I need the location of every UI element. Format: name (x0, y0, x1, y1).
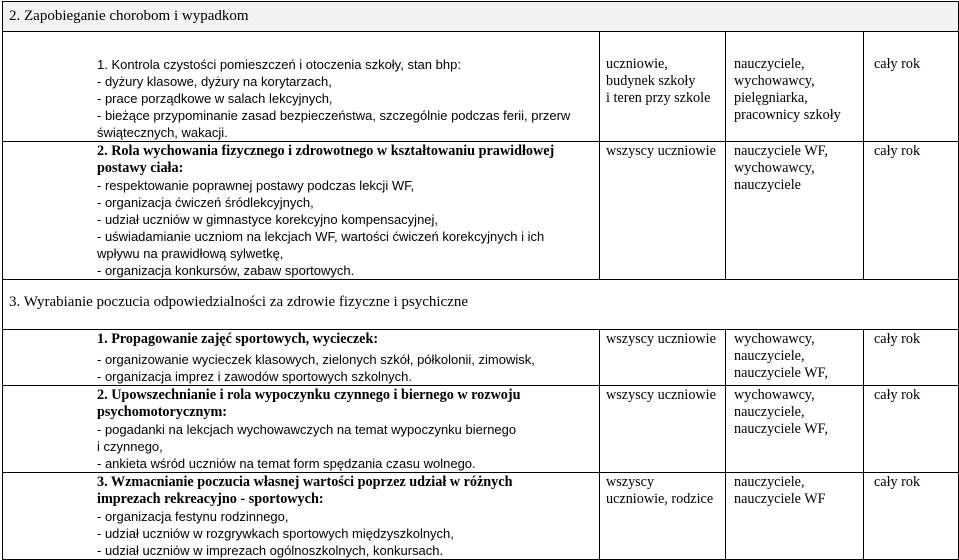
table-row (3, 32, 959, 142)
responsible-line: nauczyciele, (734, 404, 805, 420)
table-row (3, 386, 959, 473)
participants-cell (600, 386, 726, 473)
deadline-value: cały rok (874, 387, 921, 403)
deadline-cell (864, 330, 959, 386)
task-item: - organizowanie wycieczek klasowych, zielonych szkół, półkolonii, zimowisk, (97, 352, 535, 367)
task-item: - organizacja ćwiczeń śródlekcyjnych, (97, 195, 314, 210)
responsible-cell (726, 330, 864, 386)
participants-line: uczniowie, rodzice (606, 491, 714, 507)
participants-cell (600, 473, 726, 560)
section-3-title: 3. Wyrabianie poczucia odpowiedzialności za zdrowie fizyczne i psychiczne (3, 280, 959, 330)
task-cell (3, 473, 600, 560)
responsible-cell (726, 32, 864, 142)
task-item: - ankieta wśród uczniów na temat form spędzania czasu wolnego. (97, 456, 476, 471)
task-item: - dyżury klasowe, dyżury na korytarzach, (97, 74, 332, 89)
participants-line: wszyscy uczniowie (606, 143, 716, 159)
task-heading: 2. Rola wychowania fizycznego i zdrowotnego w kształtowaniu prawidłowej (97, 143, 555, 159)
responsible-line: nauczyciele WF, (734, 421, 828, 437)
task-item: - uświadamianie uczniom na lekcjach WF, wartości ćwiczeń korekcyjnych i ich (97, 229, 545, 244)
table-row (3, 142, 959, 280)
responsible-line: wychowawcy, (734, 73, 815, 89)
task-item: i czynnego, (97, 439, 163, 454)
task-heading: imprezach rekreacyjno - sportowych: (97, 491, 324, 507)
responsible-line: nauczyciele WF, (734, 143, 828, 159)
participants-line: wszyscy uczniowie (606, 387, 716, 403)
responsible-line: nauczyciele, (734, 56, 805, 72)
section-2-header-row (3, 2, 959, 32)
responsible-line: wychowawcy, (734, 160, 815, 176)
task-item: - bieżące przypominanie zasad bezpieczeństwa, szczególnie podczas ferii, przerw (97, 108, 571, 123)
health-plan-table (2, 1, 959, 560)
responsible-cell (726, 142, 864, 280)
section-2-title: 2. Zapobieganie chorobom i wypadkom (3, 2, 959, 32)
task-item: - pogadanki na lekcjach wychowawczych na temat wypoczynku biernego (97, 422, 517, 437)
deadline-value: cały rok (874, 143, 921, 159)
task-item: - udział uczniów w imprezach ogólnoszkolnych, konkursach. (97, 543, 444, 558)
task-item: wpływu na prawidłową sylwetkę, (97, 246, 284, 261)
task-item: - organizacja konkursów, zabaw sportowych. (97, 263, 355, 278)
task-cell (3, 32, 600, 142)
table-row (3, 330, 959, 386)
task-item: świątecznych, wakacji. (97, 125, 228, 140)
task-cell (3, 142, 600, 280)
responsible-line: nauczyciele, (734, 348, 805, 364)
participants-cell (600, 142, 726, 280)
responsible-line: wychowawcy, (734, 387, 815, 403)
task-cell (3, 386, 600, 473)
task-heading: 1. Propagowanie zajęć sportowych, wycieczek: (97, 331, 379, 347)
task-item: - udział uczniów w gimnastyce korekcyjno kompensacyjnej, (97, 212, 439, 227)
participants-line: i teren przy szkole (606, 90, 711, 106)
deadline-cell (864, 142, 959, 280)
responsible-cell (726, 386, 864, 473)
deadline-value: cały rok (874, 56, 921, 72)
task-item: - organizacja imprez i zawodów sportowych szkolnych. (97, 369, 413, 384)
deadline-cell (864, 473, 959, 560)
task-cell (3, 330, 600, 386)
participants-line: budynek szkoły (606, 73, 696, 89)
table-row (3, 473, 959, 560)
task-item: - udział uczniów w rozgrywkach sportowych międzyszkolnych, (97, 526, 454, 541)
task-heading: postawy ciała: (97, 160, 184, 176)
responsible-line: wychowawcy, (734, 331, 815, 347)
responsible-line: nauczyciele (734, 177, 801, 193)
task-item: - organizacja festynu rodzinnego, (97, 509, 289, 524)
task-heading: psychomotorycznym: (97, 404, 228, 420)
task-heading: 1. Kontrola czystości pomieszczeń i otoczenia szkoły, stan bhp: (97, 57, 461, 72)
responsible-line: pielęgniarka, (734, 90, 808, 106)
deadline-cell (864, 32, 959, 142)
participants-line: wszyscy (606, 474, 655, 490)
participants-line: uczniowie, (606, 56, 668, 72)
deadline-value: cały rok (874, 331, 921, 347)
deadline-value: cały rok (874, 474, 921, 490)
deadline-cell (864, 386, 959, 473)
task-item: - respektowanie poprawnej postawy podczas lekcji WF, (97, 178, 415, 193)
task-item: - prace porządkowe w salach lekcyjnych, (97, 91, 333, 106)
participants-cell (600, 330, 726, 386)
task-heading: 3. Wzmacnianie poczucia własnej wartości poprzez udział w różnych (97, 474, 513, 490)
section-3-header-row (3, 280, 959, 330)
responsible-line: pracownicy szkoły (734, 107, 841, 123)
participants-line: wszyscy uczniowie (606, 331, 716, 347)
responsible-line: nauczyciele, (734, 474, 805, 490)
task-heading: 2. Upowszechnianie i rola wypoczynku czynnego i biernego w rozwoju (97, 387, 521, 403)
responsible-line: nauczyciele WF (734, 491, 826, 507)
participants-cell (600, 32, 726, 142)
responsible-line: nauczyciele WF, (734, 365, 828, 381)
responsible-cell (726, 473, 864, 560)
